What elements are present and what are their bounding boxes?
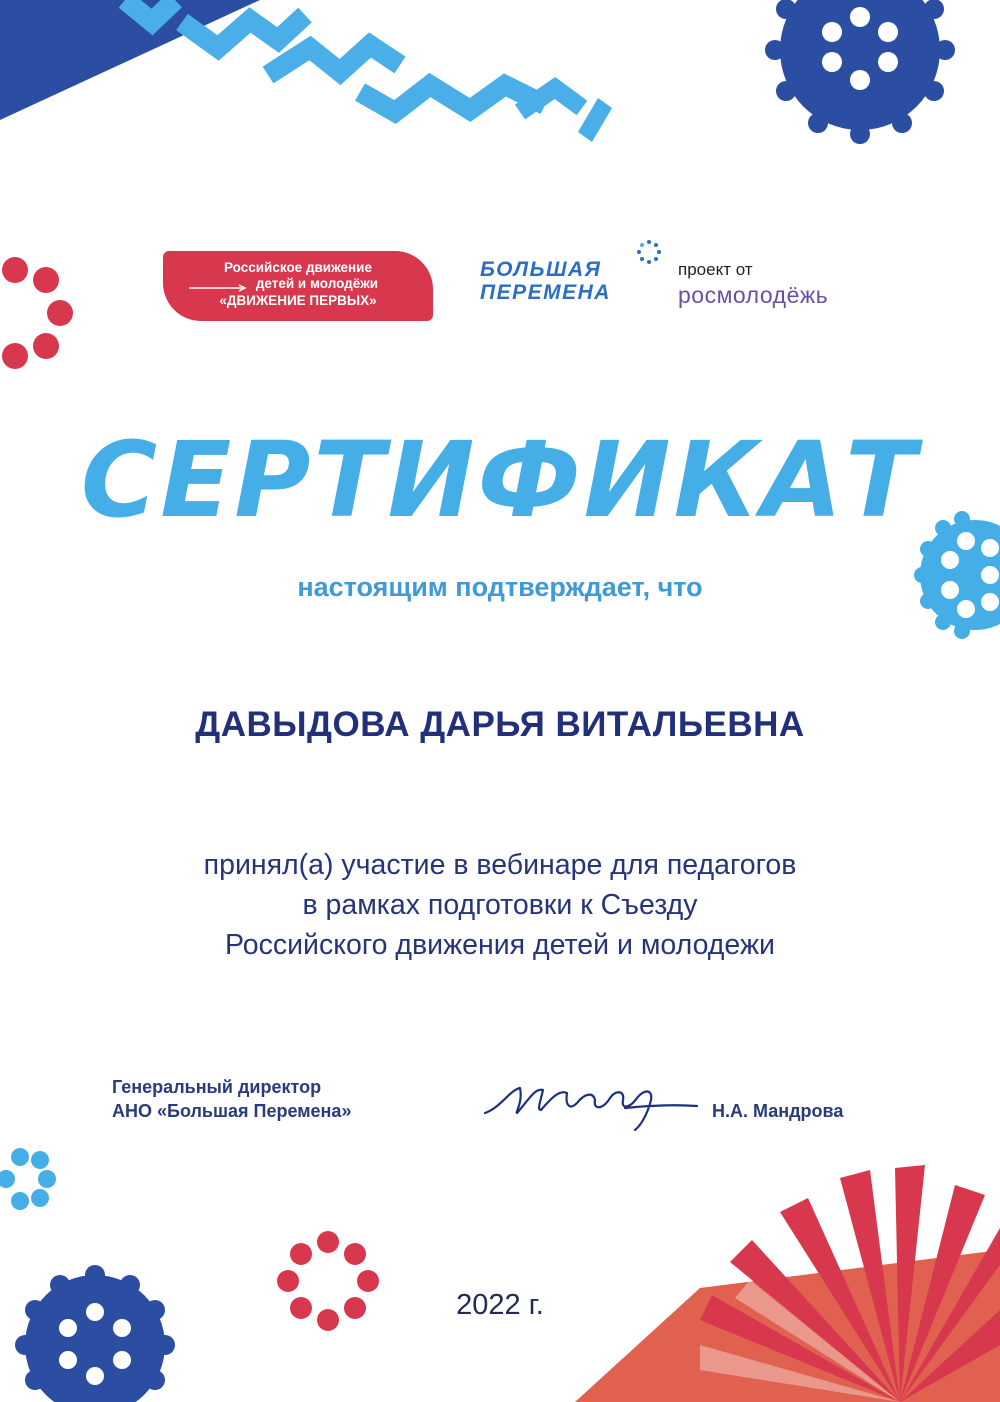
description-line3: Российского движения детей и молодежи — [225, 929, 775, 961]
bottom-right-sunburst — [575, 1165, 1000, 1402]
signer-position-line2: АНО «Большая Перемена» — [112, 1101, 352, 1121]
recipient-name: ДАВЫДОВА ДАРЬЯ ВИТАЛЬЕВНА — [195, 705, 805, 744]
dotted-circle-icon — [636, 239, 662, 265]
description-line1: принял(а) участие в вебинаре для педагогов — [203, 849, 797, 881]
rosmolodezh-logo: росмолодёжь — [678, 282, 829, 308]
red-dot-ring-left — [2, 257, 73, 369]
top-left-chevron-pattern — [0, 0, 612, 142]
project-label: проект от — [678, 260, 753, 279]
blue-dot-ring-left — [0, 1148, 56, 1210]
description-line2: в рамках подготовки к Съезду — [302, 889, 698, 921]
movement-logo — [163, 251, 433, 321]
movement-logo-line1: Российское движение — [224, 260, 372, 275]
certificate-subtitle: настоящим подтверждает, что — [297, 572, 703, 602]
bolshaya-peremena-line2: ПЕРЕМЕНА — [480, 281, 611, 304]
handwritten-signature — [475, 1068, 700, 1138]
certificate-year: 2022 г. — [456, 1289, 544, 1321]
bolshaya-peremena-line1: БОЛЬШАЯ — [480, 258, 602, 281]
movement-logo-line3: «ДВИЖЕНИЕ ПЕРВЫХ» — [219, 293, 377, 308]
signer-position — [112, 1075, 351, 1123]
bolshaya-peremena-logo — [480, 258, 611, 304]
signer-name: Н.А. Мандрова — [712, 1101, 844, 1121]
certificate-title: СЕРТИФИКАТ — [80, 419, 920, 541]
signer-position-line1: Генеральный директор — [112, 1077, 322, 1097]
movement-logo-line2: детей и молодёжи — [255, 276, 379, 291]
